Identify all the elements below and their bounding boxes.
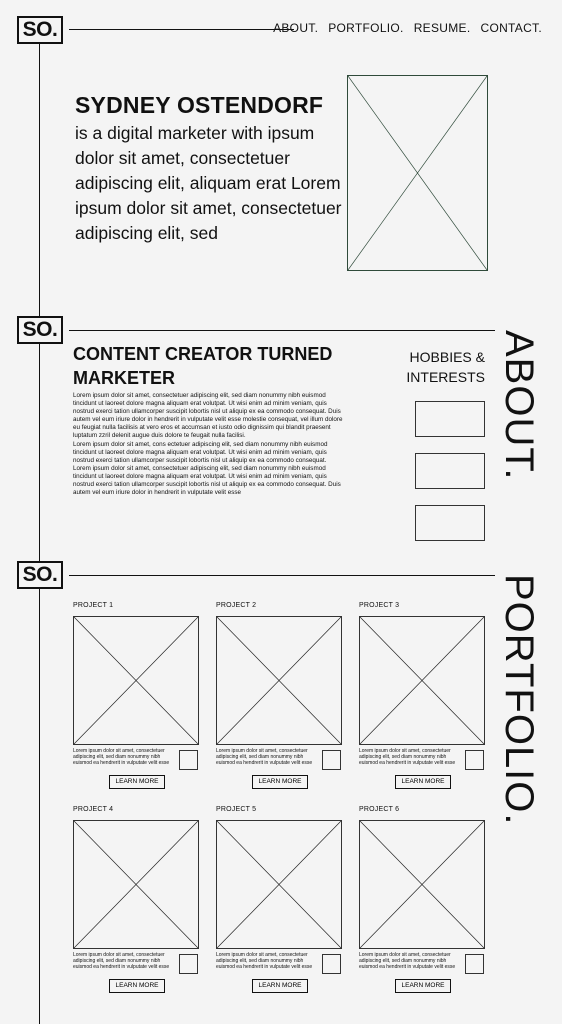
project-image-3[interactable] <box>359 616 485 745</box>
project-thumbnail <box>465 750 484 770</box>
portfolio-section-title: PORTFOLIO. <box>497 574 541 826</box>
project-image-2[interactable] <box>216 616 342 745</box>
about-body <box>73 392 348 497</box>
about-section-title: ABOUT. <box>497 330 541 481</box>
project-thumbnail <box>179 750 198 770</box>
project-image-6[interactable] <box>359 820 485 949</box>
project-description: Lorem ipsum dolor sit amet, consectetuer adipiscing elit, sed diam nonummy nibh euismod ea hendrerit in vulputate velit esse <box>216 748 313 767</box>
hobby-box-2 <box>415 453 485 489</box>
about-paragraph-3: Lorem ipsum dolor sit amet, consectetuer adipiscing elit, sed diam nonummy nibh euismod tincidunt ut laoreet dolore magna aliquam erat volutpat. Ut wisi enim ad minim veniam, quis nostrud exerci tation ullamcorper suscipit lobortis nisl ut aliquip ex ea commodo consequat. Duis autem vel eum iriure dolor in hendrerit in vulputate velit esse <box>73 464 341 497</box>
nav-contact[interactable]: CONTACT. <box>480 21 542 35</box>
left-vertical-rule <box>39 44 40 1024</box>
learn-more-button[interactable]: LEARN MORE <box>252 979 308 993</box>
project-image-1[interactable] <box>73 616 199 745</box>
about-logo[interactable]: SO. <box>17 316 63 344</box>
logo[interactable]: SO. <box>17 16 63 44</box>
project-label: PROJECT 4 <box>73 806 114 813</box>
about-heading: CONTENT CREATOR TURNED MARKETER <box>73 344 333 388</box>
project-thumbnail <box>179 954 198 974</box>
project-thumbnail <box>322 954 341 974</box>
project-label: PROJECT 2 <box>216 602 257 609</box>
learn-more-button[interactable]: LEARN MORE <box>109 979 165 993</box>
project-label: PROJECT 1 <box>73 602 114 609</box>
project-image-5[interactable] <box>216 820 342 949</box>
project-description: Lorem ipsum dolor sit amet, consectetuer adipiscing elit, sed diam nonummy nibh euismod ea hendrerit in vulputate velit esse <box>359 748 456 767</box>
project-description: Lorem ipsum dolor sit amet, consectetuer adipiscing elit, sed diam nonummy nibh euismod ea hendrerit in vulputate velit esse <box>216 952 313 971</box>
about-rule <box>69 330 495 331</box>
nav-resume[interactable]: RESUME. <box>413 21 471 35</box>
hobby-box-3 <box>415 505 485 541</box>
project-label: PROJECT 3 <box>359 602 400 609</box>
hobbies-heading: HOBBIES & INTERESTS <box>406 349 485 385</box>
learn-more-button[interactable]: LEARN MORE <box>109 775 165 789</box>
project-description: Lorem ipsum dolor sit amet, consectetuer adipiscing elit, sed diam nonummy nibh euismod ea hendrerit in vulputate velit esse <box>359 952 456 971</box>
project-thumbnail <box>322 750 341 770</box>
project-label: PROJECT 5 <box>216 806 257 813</box>
project-description: Lorem ipsum dolor sit amet, consectetuer adipiscing elit, sed diam nonummy nibh euismod ea hendrerit in vulputate velit esse <box>73 952 170 971</box>
project-label: PROJECT 6 <box>359 806 400 813</box>
learn-more-button[interactable]: LEARN MORE <box>395 979 451 993</box>
learn-more-button[interactable]: LEARN MORE <box>252 775 308 789</box>
project-thumbnail <box>465 954 484 974</box>
main-nav <box>273 21 542 35</box>
nav-portfolio[interactable]: PORTFOLIO. <box>328 21 404 35</box>
hero-name: SYDNEY OSTENDORF <box>75 92 324 118</box>
hobby-box-1 <box>415 401 485 437</box>
nav-about[interactable]: ABOUT. <box>273 21 319 35</box>
hero-image-placeholder <box>347 75 488 271</box>
about-paragraph-1: Lorem ipsum dolor sit amet, consectetuer adipiscing elit, sed diam nonummy nibh euismod tincidunt ut laoreet dolore magna aliquam erat volutpat. Ut wisi enim ad minim veniam, quis nostrud exerci tation ullamcorper suscipit lobortis nisl ut aliquip ex ea commodo consequat. Duis autem vel eum iriure dolor in hendrerit in vulputate velit esse molestie consequat, vel illum dolore eu feugiat nulla facilisis at vero eros et accumsan et iusto odio dignissim qui blandit praesent luptatum zzril delenit augue duis dolore te feugait nulla facilisi. <box>73 392 343 440</box>
hero-intro: is a digital marketer with ipsum dolor sit amet, consectetuer adipiscing elit, aliquam erat Lorem ipsum dolor sit amet, consectetuer adipiscing elit, sed <box>75 123 342 243</box>
portfolio-logo[interactable]: SO. <box>17 561 63 589</box>
portfolio-rule <box>69 575 495 576</box>
project-description: Lorem ipsum dolor sit amet, consectetuer adipiscing elit, sed diam nonummy nibh euismod ea hendrerit in vulputate velit esse <box>73 748 170 767</box>
about-paragraph-2: Lorem ipsum dolor sit amet, cons ectetuer adipiscing elit, sed diam nonummy nibh euismod tincidunt ut laoreet dolore magna aliquam erat volutpat. Ut wisi enim ad minim veniam, quis nostrud exerci tation ullamcorper suscipit lobortis nisl ut aliquip ex ea commodo consequat. <box>73 440 328 464</box>
header-rule <box>69 29 294 30</box>
learn-more-button[interactable]: LEARN MORE <box>395 775 451 789</box>
project-image-4[interactable] <box>73 820 199 949</box>
